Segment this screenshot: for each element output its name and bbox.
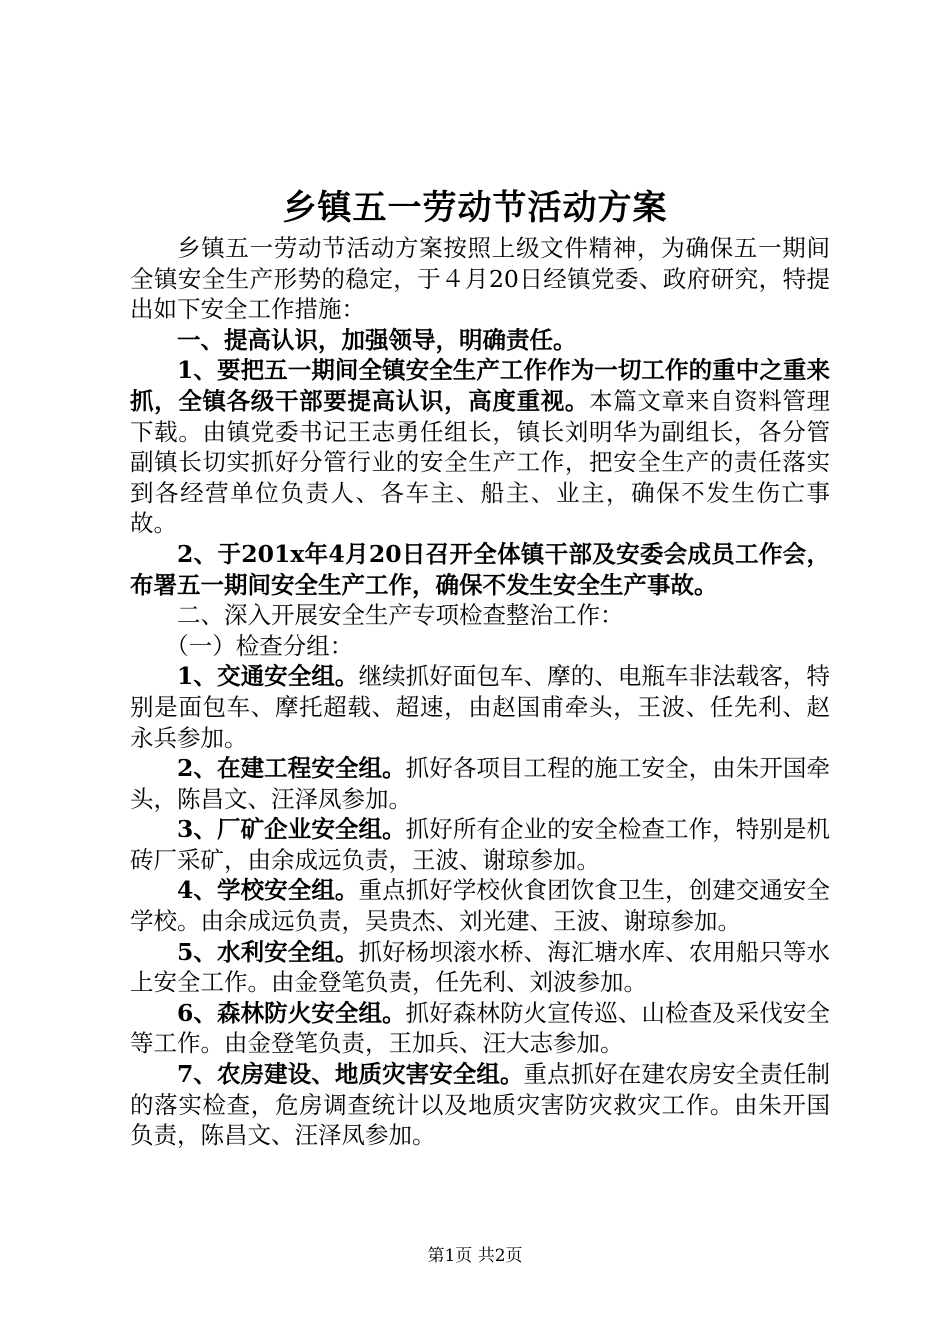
paragraph-text: 抓好杨坝滚水桥、海汇塘水库、农用船只等水上安全工作。由金登笔负责，任先利、刘波参加。 [130, 937, 831, 997]
group-item-school [130, 875, 830, 936]
group-item-traffic [130, 661, 830, 753]
paragraph-text: 抓好所有企业的安全检查工作，特别是机砖厂采矿，由余成远负责，王波、谢琼参加。 [130, 815, 831, 874]
paragraph-text: 重点抓好在建农房安全责任制的落实检查，危房调查统计以及地质灾害防灾救灾工作。由朱开国负责，陈昌文、汪泽凤参加。 [130, 1060, 830, 1150]
paragraph-bold: 2、于201x年4月20日召开全体镇干部及安委会成员工作会，布署五一期间安全生产工作，确保不发生安全生产事故。 [130, 539, 830, 599]
group-item-construction [130, 753, 830, 814]
group-item-forest-fire [130, 998, 830, 1059]
paragraph-text: 继续抓好面包车、摩的、电瓶车非法载客，特别是面包车、摩托超载、超速，由赵国甫牵头，王波、任先利、赵永兵参加。 [130, 662, 831, 752]
paragraph-bold: 一、提高认识，加强领导，明确责任。 [177, 325, 577, 354]
paragraph-text: 乡镇五一劳动节活动方案按照上级文件精神，为确保五一期间全镇安全生产形势的稳定，于４月20日经镇党委、政府研究，特提出如下安全工作措施： [130, 234, 830, 324]
paragraph-bold: 3、厂矿企业安全组。 [177, 815, 406, 844]
paragraph-bold: 6、森林防火安全组。 [177, 998, 406, 1027]
page-footer: 第1页 共2页 [427, 1246, 523, 1266]
group-item-factory [130, 814, 830, 875]
paragraph-text: 二、深入开展安全生产专项检查整治工作： [177, 601, 624, 630]
group-item-housing-geology [130, 1059, 830, 1151]
section-heading-2 [130, 600, 830, 631]
paragraph-bold: 2、在建工程安全组。 [177, 754, 406, 783]
paragraph-bold: 7、农房建设、地质灾害安全组。 [177, 1060, 524, 1089]
paragraph-bold: 4、学校安全组。 [177, 876, 359, 905]
document-body [130, 233, 830, 1151]
paragraph-text: 抓好森林防火宣传巡、山检查及采伐安全等工作。由金登笔负责，王加兵、汪大志参加。 [130, 998, 831, 1058]
group-item-water [130, 937, 830, 998]
section-heading-1 [130, 325, 830, 356]
paragraph-item-2 [130, 539, 830, 600]
subsection-heading [130, 631, 830, 662]
paragraph-bold: 1、要把五一期间全镇安全生产工作作为一切工作的重中之重来抓，全镇各级干部要提高认识，高度重视。 [130, 356, 830, 415]
paragraph-text: 抓好各项目工程的施工安全，由朱开国牵头，陈昌文、汪泽凤参加。 [130, 754, 831, 813]
paragraph-text: 本篇文章来自资料管理下载。由镇党委书记王志勇任组长，镇长刘明华为副组长，各分管副镇长切实抓好分管行业的安全生产工作，把安全生产的责任落实到各经营单位负责人、各车主、船主、业主，确保不发生伤亡事故。 [130, 386, 831, 538]
paragraph-text: （一）检查分组： [165, 631, 354, 660]
paragraph-item-1 [130, 355, 830, 539]
paragraph-intro [130, 233, 830, 325]
document-title: 乡镇五一劳动节活动方案 [282, 188, 668, 228]
paragraph-bold: 5、水利安全组。 [177, 937, 359, 966]
paragraph-text: 重点抓好学校伙食团饮食卫生，创建交通安全学校。由余成远负责，吴贵杰、刘光建、王波、谢琼参加。 [130, 876, 831, 936]
paragraph-bold: 1、交通安全组。 [177, 662, 359, 691]
